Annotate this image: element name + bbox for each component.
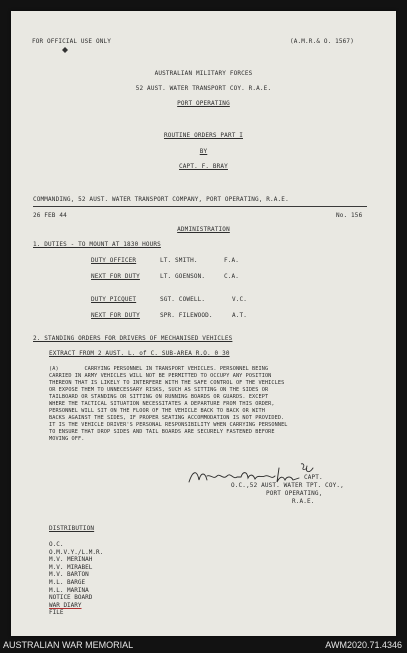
paragraph-line: MOVING OFF. bbox=[49, 436, 85, 442]
duty-name: LT. GOENSON. bbox=[160, 273, 206, 280]
list-item: O.C. bbox=[49, 541, 64, 548]
list-item: M.L. MARINA bbox=[49, 586, 89, 594]
paragraph-line: WHERE THE TACTICAL SITUATION NECESSITATES A DEPARTURE FROM THIS ORDER, bbox=[49, 401, 275, 407]
paragraph-line: BACKS AGAINST THE SIDES, IF PROPER SEATING ACCOMMODATION IS NOT PROVIDED. bbox=[49, 415, 285, 421]
duty-role: DUTY PICQUET bbox=[91, 296, 137, 303]
org-line-1: AUSTRALIAN MILITARY FORCES bbox=[154, 70, 253, 77]
list-item: M.V. MERINAH bbox=[49, 556, 93, 564]
sign-capt: CAPT. bbox=[304, 474, 323, 481]
duty-unit: V.C. bbox=[232, 296, 248, 303]
duty-role: NEXT FOR DUTY bbox=[91, 312, 140, 319]
sign-port: PORT OPERATING, bbox=[266, 490, 323, 497]
footer-accession-number: AWM2020.71.4346 bbox=[325, 640, 402, 650]
list-item: M.V. MIRABEL bbox=[49, 563, 93, 571]
paragraph-line: THEREON THAT IS LIKELY TO INTERFERE WITH THE SAFE CONTROL OF THE VEHICLES bbox=[49, 380, 285, 386]
duty-name: SGT. COWELL. bbox=[160, 296, 206, 303]
item-2-heading: 2. STANDING ORDERS FOR DRIVERS OF MECHANISED VEHICLES bbox=[33, 335, 233, 342]
list-item: M.V. BARTON bbox=[49, 571, 89, 579]
commanding-line: COMMANDING, 52 AUST. WATER TRANSPORT COMPANY, PORT OPERATING, R.A.E. bbox=[33, 196, 289, 203]
duty-role: DUTY OFFICER bbox=[91, 257, 137, 264]
by-name: CAPT. F. BRAY bbox=[179, 163, 228, 170]
org-line-2: 52 AUST. WATER TRANSPORT COY. R.A.E. bbox=[135, 85, 272, 92]
item-1-heading: 1. DUTIES - TO MOUNT AT 1830 HOURS bbox=[33, 241, 161, 248]
duty-role: NEXT FOR DUTY bbox=[91, 273, 140, 280]
paragraph-line: OR EXPOSE THEM TO UNNECESSARY RISKS, SUCH AS SITTING ON THE SIDES OR bbox=[49, 387, 269, 393]
section-administration: ADMINISTRATION bbox=[177, 226, 230, 233]
ink-mark-icon bbox=[62, 47, 68, 53]
distribution-title: DISTRIBUTION bbox=[49, 525, 95, 532]
list-item: WAR DIARY bbox=[49, 601, 82, 609]
list-item: M.L. BARGE bbox=[49, 578, 86, 586]
duty-unit: A.T. bbox=[232, 312, 248, 319]
distribution-list bbox=[49, 541, 103, 617]
paragraph-line: (A) CARRYING PERSONNEL IN TRANSPORT VEHICLES. PERSONNEL BEING bbox=[49, 366, 269, 372]
duty-name: SPR. FILEWOOD. bbox=[160, 312, 213, 319]
duty-name: LT. SMITH. bbox=[160, 257, 198, 264]
sign-unit: O.C.,52 AUST. WATER TPT. COY., bbox=[231, 482, 344, 489]
org-line-3: PORT OPERATING bbox=[177, 100, 230, 107]
order-number: No. 156 bbox=[336, 212, 363, 219]
paragraph-line: TAILBOARD OR STANDING OR SITTING ON RUNNING BOARDS OR GUARDS. EXCEPT bbox=[49, 394, 269, 400]
duty-unit: F.A. bbox=[224, 257, 240, 264]
divider bbox=[33, 206, 367, 207]
list-item: NOTICE BOARD bbox=[49, 594, 93, 602]
by-label: BY bbox=[199, 148, 208, 155]
orders-title: ROUTINE ORDERS PART I bbox=[163, 132, 243, 139]
footer-archive-name: AUSTRALIAN WAR MEMORIAL bbox=[3, 640, 134, 650]
duty-unit: C.A. bbox=[224, 273, 240, 280]
form-number: (A.M.R.& O. 1567) bbox=[290, 38, 354, 45]
sign-rae: R.A.E. bbox=[292, 498, 315, 505]
list-item: FILE bbox=[49, 609, 64, 617]
extract-reference: EXTRACT FROM 2 AUST. L. of C. SUB-AREA R.O. 0 30 bbox=[49, 350, 230, 357]
paragraph-line: TO ENSURE THAT DROP SIDES AND TAIL BOARDS ARE SECURELY FASTENED BEFORE bbox=[49, 429, 275, 435]
paragraph-line: IT IS THE VEHICLE DRIVER'S PERSONAL RESPONSIBILITY WHEN CARRYING PERSONNEL bbox=[49, 422, 288, 428]
paragraph-line: PERSONNEL WILL SIT ON THE FLOOR OF THE VEHICLE BACK TO BACK OR WITH bbox=[49, 408, 265, 414]
official-use-label: FOR OFFICIAL USE ONLY bbox=[32, 38, 112, 45]
list-item: O.M.V.Y./L.M.R. bbox=[49, 548, 104, 556]
order-date: 26 FEB 44 bbox=[33, 212, 67, 219]
paragraph-line: CARRIED IN ARMY VEHICLES WILL NOT BE PERMITTED TO OCCUPY ANY POSITION bbox=[49, 373, 272, 379]
